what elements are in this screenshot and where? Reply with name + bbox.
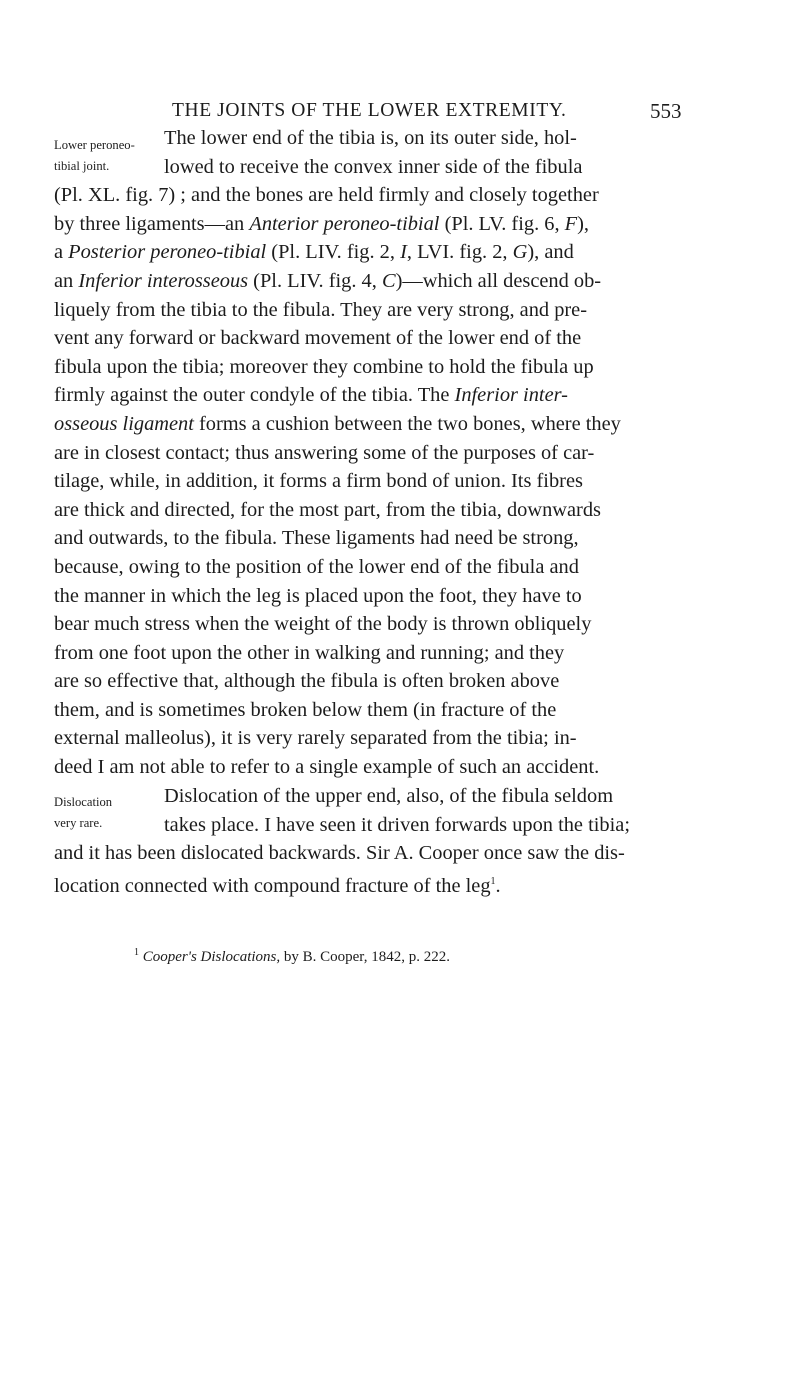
text-run: from one foot upon the other in walking and running; and they [54,641,565,664]
text-run: location connected with compound fracture of the leg [54,874,491,897]
italic-text: osseous ligament [54,412,194,435]
text-run: because, owing to the position of the lower end of the fibula and [54,555,579,578]
text-run: firmly against the outer condyle of the tibia. The [54,384,455,407]
paragraph-dislocation [54,782,738,900]
text-run: external malleolus), it is very rarely separated from the tibia; in- [54,727,577,750]
text-run: )—which all descend ob- [395,269,602,292]
text-line [54,639,738,668]
text-run: liquely from the tibia to the fibula. They are very strong, and pre- [54,298,588,321]
text-run: (Pl. LV. fig. 6, [439,212,565,235]
text-run: are in closest contact; thus answering some of the purposes of car- [54,441,595,464]
text-run: and outwards, to the fibula. These ligaments had need be strong, [54,527,579,550]
italic-text: G [512,241,528,264]
text-run: (Pl. XL. fig. 7) ; and the bones are held firmly and closely together [54,184,599,207]
text-run: The lower end of the tibia is, on its outer side, hol- [164,127,577,149]
text-line [54,324,738,353]
text-line [54,524,738,553]
text-line [54,439,738,468]
margin-note-line: very rare. [54,816,103,830]
text-line [54,267,738,296]
text-run: a [54,241,69,264]
text-line [54,782,738,811]
text-line [54,610,738,639]
text-line [54,296,738,325]
text-line [54,353,738,382]
paragraph-peroneo-tibial-joint [54,124,738,782]
text-line [54,381,738,410]
text-line [54,839,738,868]
text-run: are so effective that, although the fibula is often broken above [54,670,560,693]
text-run: and it has been dislocated backwards. Sir A. Cooper once saw the dis- [54,842,625,865]
footnote-citation: by B. Cooper, 1842, p. 222. [280,949,450,965]
italic-text: C [381,269,396,292]
text-run: the manner in which the leg is placed upon the foot, they have to [54,584,582,607]
text-line [54,410,738,439]
text-run: an [54,269,79,292]
text-run: ), [577,212,590,235]
text-run: takes place. I have seen it driven forwards upon the tibia; [164,813,630,836]
text-line [54,811,738,840]
text-line [54,124,738,153]
text-line [54,553,738,582]
text-line [54,467,738,496]
footnote-marker: 1 [134,947,139,958]
page-number: 553 [650,99,682,123]
text-run: vent any forward or backward movement of the lower end of the [54,327,582,350]
italic-text: Posterior peroneo-tibial [68,241,267,264]
text-run: forms a cushion between the two bones, where they [193,412,621,435]
text-run: by three ligaments—an [54,212,250,235]
text-run: lowed to receive the convex inner side of the fibula [164,155,583,178]
text-run: , LVI. fig. 2, [406,241,513,264]
text-line [54,753,738,782]
text-run: them, and is sometimes broken below them (in fracture of the [54,698,557,721]
text-run: ), and [527,241,574,264]
italic-text: I [400,241,407,264]
italic-text: Anterior peroneo-tibial [249,212,440,235]
margin-note-line: Dislocation [54,795,113,809]
text-line [54,153,738,182]
margin-note-line: tibial joint. [54,159,110,173]
text-line [54,181,738,210]
footnote-ref: 1 [490,875,496,887]
text-run: (Pl. LIV. fig. 2, [266,241,401,264]
running-title: THE JOINTS OF THE LOWER EXTREMITY. [172,100,567,121]
text-line [54,667,738,696]
text-run: are thick and directed, for the most part, from the tibia, downwards [54,498,601,521]
footnote-title: Cooper's Dislocations, [142,949,281,965]
text-run: (Pl. LIV. fig. 4, [248,269,382,292]
italic-text: Inferior inter- [454,384,568,407]
text-run: . [495,874,501,897]
text-run: tilage, while, in addition, it forms a firm bond of union. Its fibres [54,470,583,493]
margin-note-line: Lower peroneo- [54,138,135,152]
text-line [54,210,738,239]
text-line [54,724,738,753]
italic-text: Inferior interosseous [78,269,249,292]
text-line [54,238,738,267]
text-run: fibula upon the tibia; moreover they combine to hold the fibula up [54,355,594,378]
text-run: bear much stress when the weight of the body is thrown obliquely [54,613,592,636]
text-line [54,868,738,900]
italic-text: F [564,212,578,235]
text-line [54,582,738,611]
text-run: Dislocation of the upper end, also, of the fibula seldom [164,785,614,807]
text-run: deed I am not able to refer to a single example of such an accident. [54,756,600,779]
footnote [134,947,450,966]
text-line [54,696,738,725]
text-line [54,496,738,525]
